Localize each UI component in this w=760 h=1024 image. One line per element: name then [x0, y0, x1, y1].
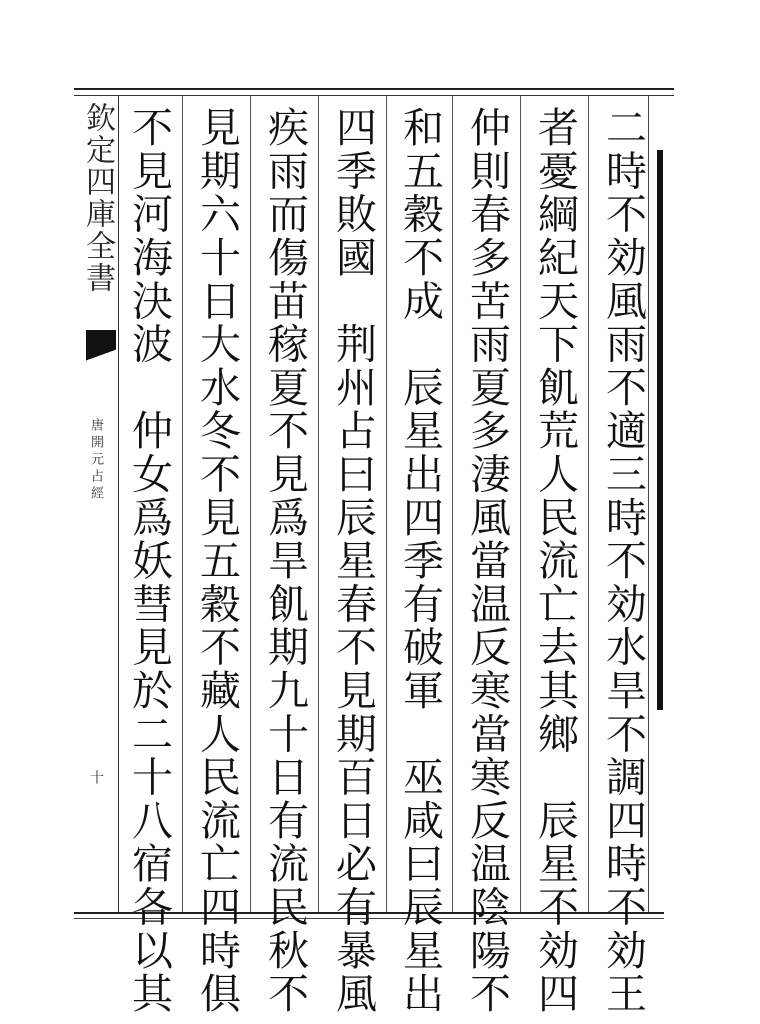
text-column-1: 二時不効風雨不適三時不効水旱不調四時不効王 [599, 106, 647, 1016]
text-column-3: 仲則春多苦雨夏多淒風當温反寒當寒反温陰陽不 [463, 106, 511, 1016]
right-border-bar [657, 150, 663, 710]
text-column-7: 見期六十日大水冬不見五穀不藏人民流亡四時俱 [193, 106, 241, 1016]
column-divider [588, 96, 589, 912]
section-title: 唐開元占經 [88, 418, 103, 503]
text-column-8: 不見河海決波 仲女爲妖彗見於二十八宿各以其 [125, 106, 173, 1016]
column-divider [520, 96, 521, 912]
column-divider [452, 96, 453, 912]
book-title: 欽定四庫全書 [80, 102, 115, 294]
column-divider [318, 96, 319, 912]
right-border-line [648, 96, 649, 912]
page-number: 十 [88, 770, 104, 784]
column-divider [386, 96, 387, 912]
column-divider [250, 96, 251, 912]
text-column-4: 和五穀不成 辰星出四季有破軍 巫咸曰辰星出 [396, 106, 444, 1016]
column-divider [182, 96, 183, 912]
text-column-5: 四季敗國 荆州占曰辰星春不見期百日必有暴風 [329, 106, 377, 1016]
text-column-2: 者憂綱紀天下飢荒人民流亡去其鄉 辰星不効四 [531, 106, 579, 1016]
fish-tail-mark [86, 330, 116, 370]
text-column-6: 疾雨而傷苗稼夏不見爲旱飢期九十日有流民秋不 [261, 106, 309, 1016]
top-border [74, 88, 674, 90]
top-border-inner [74, 95, 674, 96]
